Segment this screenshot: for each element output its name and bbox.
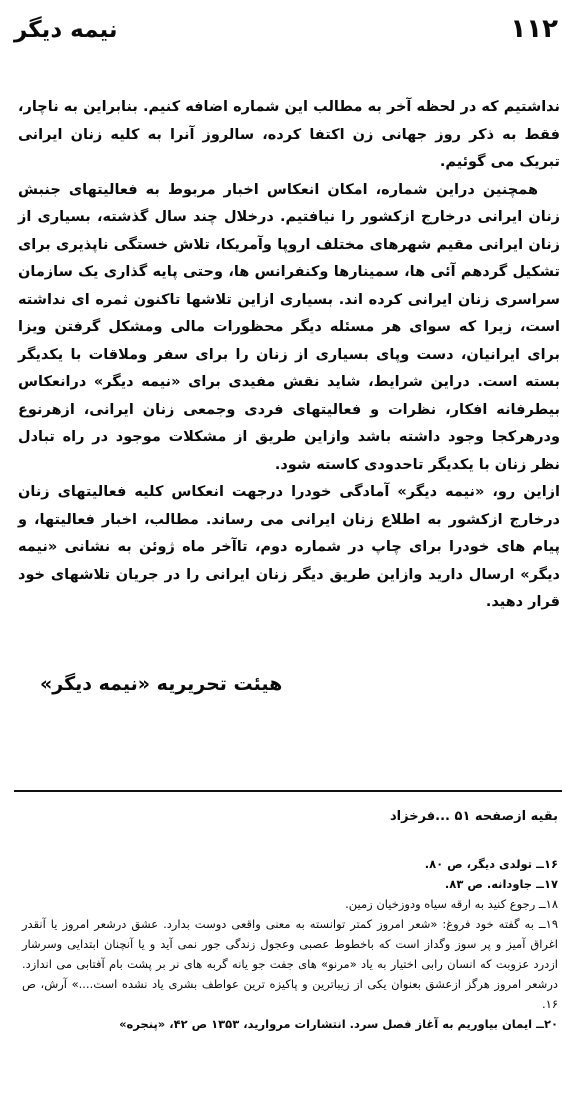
paragraph-3: ازاین رو، «نیمه دیگر» آمادگی خودرا درجهت انعکاس کلیه فعالیتهای زنان درخارج ازکشور به اطلاع زنان ایرانی می رساند. مطالب، اخبار فعالیتها، و پیام های خودرا برای چاپ در شماره دوم، تاآخر ماه ژوئن به نشانی «نیمه دیگر» ارسال دارید وازاین طریق دیگر زنان ایرانی را در جریان تلاشهای خود قرار دهید. <box>18 484 560 610</box>
footnote-19: ۱۹ــ به گفته خود فروغ: «شعر امروز کمتر توانسته به معنی واقعی دوست بدارد. عشق درشعر امروز یا آنقدر اغراق آمیز و پر سوز وگداز است که باخطوط عصبی وعجول زندگی جور نمی آید و یا آنچنان ابتدایی وسرشار ازدرد عزوبت که انسان رابی اختیار به یاد «مرنو» های جفت جو یانه گربه های نر بر پشت بام آفتابی می اندازد. درشعر امروز هرگز ازعشق بعنوان یکی از زیباترین و پاکیزه ترین عواطف بشری یاد نشده است....» آرش، ص ۱۶. <box>22 917 558 1011</box>
paragraph-2: همچنین دراین شماره، امکان انعکاس اخبار مربوط به فعالیتهای جنبش زنان ایرانی درخارج ازکشور را نیافتیم. درخلال چند سال گذشته، بسیاری از زنان ایرانی مقیم شهرهای مختلف اروپا وآمریکا، تلاش خستگی ناپذیری برای تشکیل گردهم آئی ها، سمینارها وکنفرانس ها، وحتی پایه گذاری یک سازمان سراسری زنان ایرانی کرده اند. بسیاری ازاین تلاشها تاکنون ثمره ای نداشته است، زیرا که سوای هر مسئله دیگر محظورات مالی ومشکل گرفتن ویزا برای ایرانیان، دست وپای بسیاری از زنان را برای سفر وملاقات با یکدیگر بسته است. دراین شرایط، شاید نقش مفیدی برای «نیمه دیگر» درانعکاس بیطرفانه افکار، نظرات و فعالیتهای فردی وجمعی زنان ایرانی، ازهرنوع ودرهرکجا وجود داشته باشد وازاین طریق از مشکلات موجود در راه تبادل نظر زنان با یکدیگر تاحدودی کاسته شود. <box>18 181 560 473</box>
footnote-18: ۱۸ــ رجوع کنید به ارقه سیاه ودوزخیان زمین. <box>345 897 558 911</box>
paragraph-1: نداشتیم که در لحظه آخر به مطالب این شماره اضافه کنیم. بنابراین به ناچار، فقط به ذکر روز جهانی زن اکتفا کرده، سالروز آنرا به کلیه زنان ایرانی تبریک می گوئیم. <box>18 99 560 170</box>
page-header <box>14 14 558 58</box>
footnote-divider <box>14 790 562 792</box>
page-number: ۱۱۲ <box>510 14 558 44</box>
journal-title: نیمه دیگر <box>14 17 118 43</box>
footnote-16: ۱۶ــ تولدی دیگر، ص ۸۰. <box>424 857 558 871</box>
footnote-17: ۱۷ــ جاودانه. ص ۸۳. <box>444 877 558 891</box>
footnote-20: ۲۰ــ ایمان بیاوریم به آغاز فصل سرد. انتشارات مروارید، ۱۳۵۳ ص ۴۲، «پنجره» <box>119 1017 558 1031</box>
footnotes <box>22 806 558 1034</box>
editorial-signature: هیئت تحریریه «نیمه دیگر» <box>40 673 283 695</box>
article-body <box>18 94 560 617</box>
continued-from-label: بقیه ازصفحه ۵۱ ...فرخزاد <box>390 809 558 824</box>
